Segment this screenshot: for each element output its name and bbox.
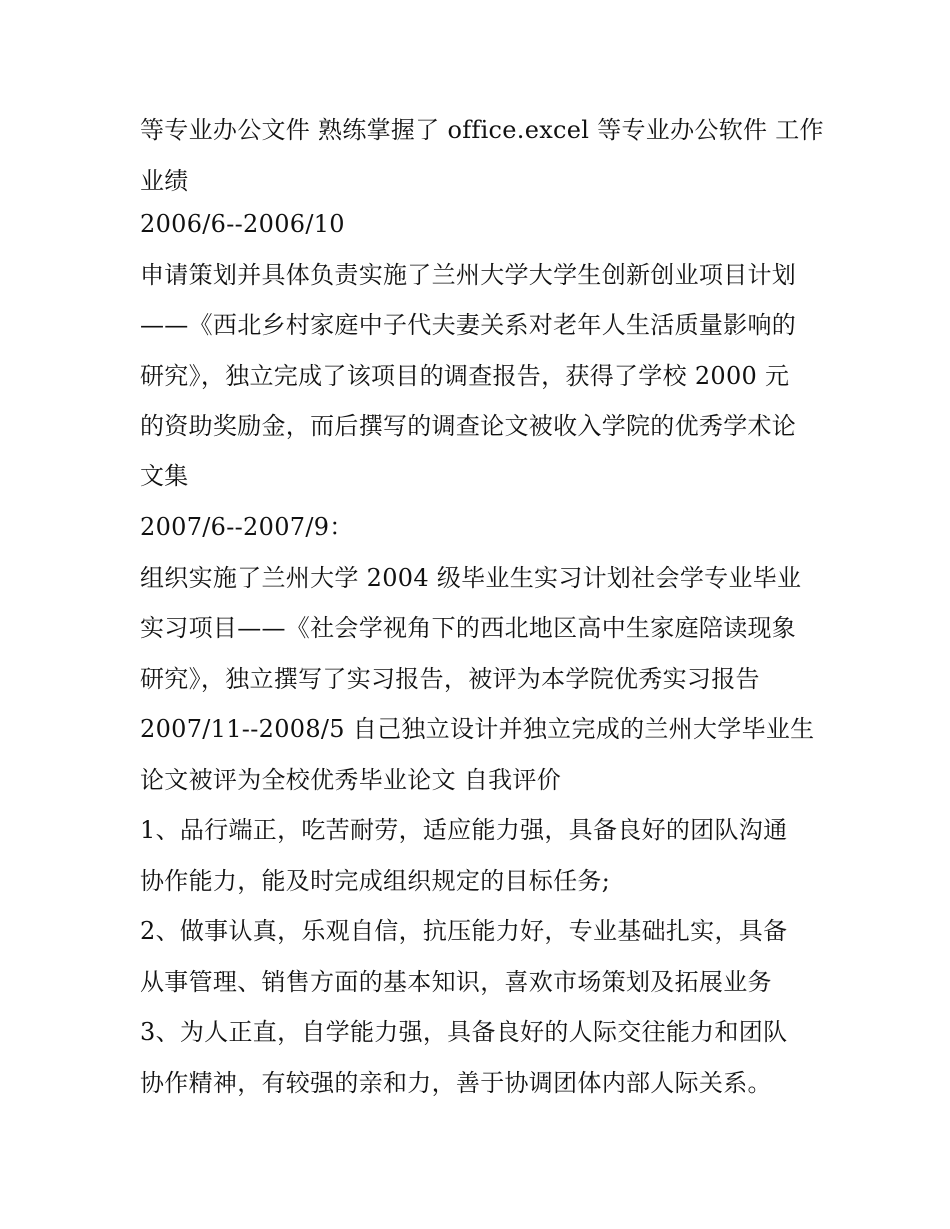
text-line: 协作能力，能及时完成组织规定的目标任务; (140, 867, 611, 895)
text-line: 从事管理、销售方面的基本知识，喜欢市场策划及拓展业务 (140, 968, 772, 996)
text-line: 文集 (140, 462, 189, 490)
date-range: 2006/6--2006/10 (140, 210, 345, 238)
text-line: 组织实施了兰州大学 2004 级毕业生实习计划社会学专业毕业 (140, 564, 802, 592)
text-line: 申请策划并具体负责实施了兰州大学大学生创新创业项目计划 (140, 261, 797, 289)
list-item: 2、做事认真，乐观自信，抗压能力好，专业基础扎实，具备 (140, 917, 788, 945)
text-line: 协作精神，有较强的亲和力，善于协调团体内部人际关系。 (140, 1069, 772, 1097)
text-line: 实习项目——《社会学视角下的西北地区高中生家庭陪读现象 (140, 614, 797, 642)
text-line: 研究》，独立撰写了实习报告，被评为本学院优秀实习报告 (140, 665, 760, 693)
text-line: 的资助奖励金，而后撰写的调查论文被收入学院的优秀学术论 (140, 412, 797, 440)
list-item: 1、品行端正，吃苦耐劳，适应能力强，具备良好的团队沟通 (140, 816, 788, 844)
text-line: 研究》，独立完成了该项目的调查报告，获得了学校 2000 元 (140, 362, 790, 390)
text-line: 业绩 (140, 167, 189, 195)
text-line: ——《西北乡村家庭中子代夫妻关系对老年人生活质量影响的 (140, 311, 797, 339)
text-line: 等专业办公文件 熟练掌握了 office.excel 等专业办公软件 工作 (140, 116, 824, 144)
text-line: 2007/11--2008/5 自己独立设计并独立完成的兰州大学毕业生 (140, 715, 815, 743)
list-item: 3、为人正直，自学能力强，具备良好的人际交往能力和团队 (140, 1018, 788, 1046)
date-range: 2007/6--2007/9： (140, 513, 354, 541)
text-line: 论文被评为全校优秀毕业论文 自我评价 (140, 766, 562, 794)
